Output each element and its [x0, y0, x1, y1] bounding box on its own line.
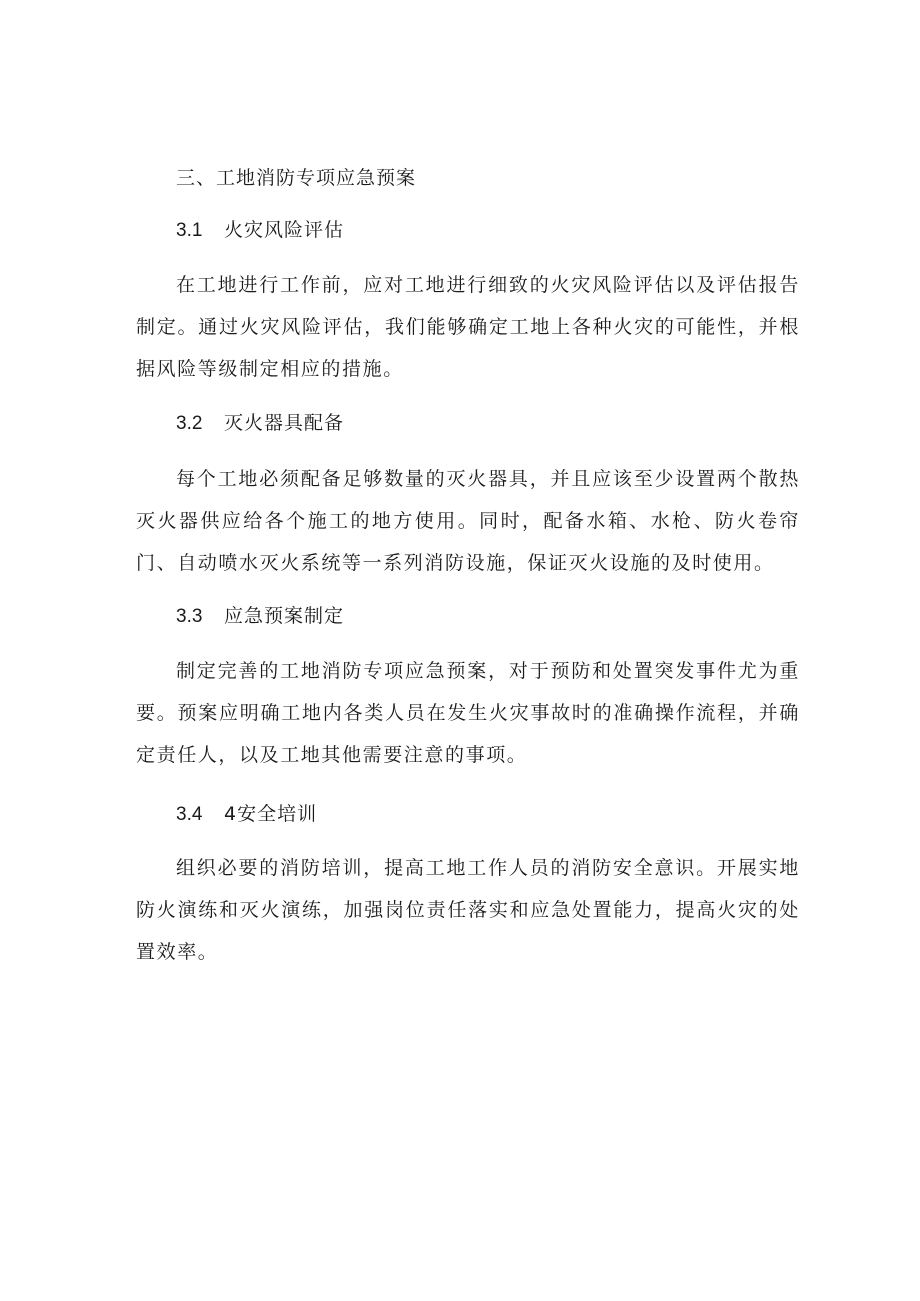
paragraph-3-2: 每个工地必须配备足够数量的灭火器具，并且应该至少设置两个散热灭火器供应给各个施工的地方使用。同时，配备水箱、水枪、防火卷帘门、自动喷水灭火系统等一系列消防设施，保证灭火设施的及时使用。 [136, 468, 800, 574]
subsection-number: 3.1 [176, 220, 203, 241]
subsection-heading-3-3 [176, 604, 344, 629]
subsection-title: 应急预案制定 [224, 605, 345, 627]
paragraph-3-4: 组织必要的消防培训，提高工地工作人员的消防安全意识。开展实地防火演练和灭火演练，加强岗位责任落实和应急处置能力，提高火灾的处置效率。 [136, 857, 800, 963]
subsection-heading-3-4 [176, 802, 317, 827]
subsection-number: 3.3 [176, 606, 203, 627]
subsection-title: 4安全培训 [224, 803, 318, 825]
subsection-number: 3.2 [176, 413, 203, 434]
paragraph-3-3: 制定完善的工地消防专项应急预案，对于预防和处置突发事件尤为重要。预案应明确工地内各类人员在发生火灾事故时的准确操作流程，并确定责任人，以及工地其他需要注意的事项。 [136, 660, 800, 766]
subsection-title: 灭火器具配备 [224, 412, 345, 434]
subsection-heading-3-2 [176, 411, 344, 436]
subsection-heading-3-1 [176, 218, 344, 243]
paragraph-3-1: 在工地进行工作前，应对工地进行细致的火灾风险评估以及评估报告制定。通过火灾风险评估，我们能够确定工地上各种火灾的可能性，并根据风险等级制定相应的措施。 [136, 274, 800, 380]
section-title: 三、工地消防专项应急预案 [176, 167, 417, 189]
subsection-number: 3.4 [176, 804, 203, 825]
subsection-title: 火灾风险评估 [224, 219, 345, 241]
